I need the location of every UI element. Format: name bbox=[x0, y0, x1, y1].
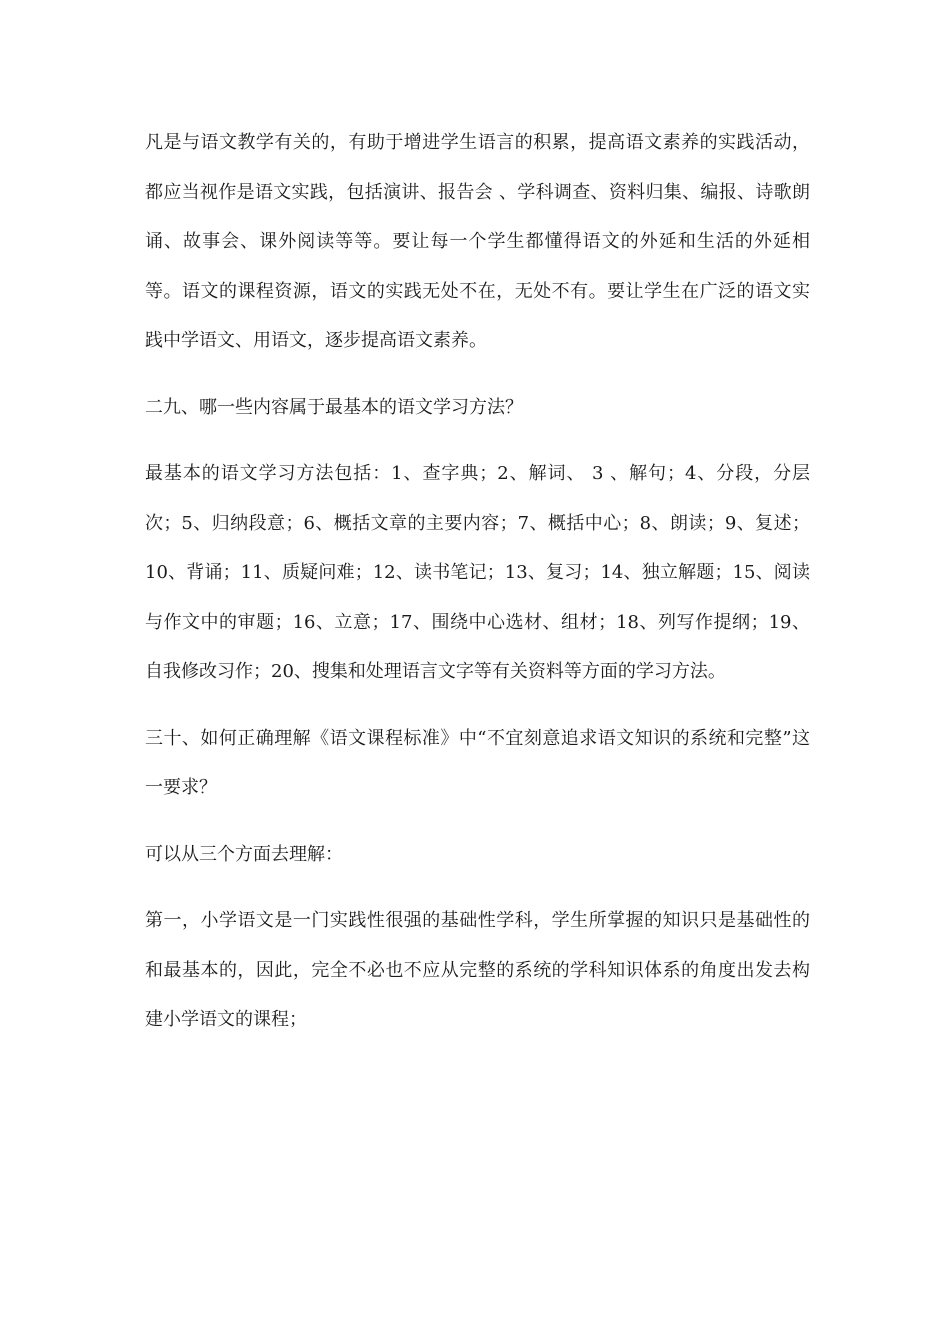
document-body bbox=[145, 118, 810, 1045]
paragraph-gap bbox=[145, 432, 810, 449]
paragraph-gap bbox=[145, 813, 810, 830]
paragraph-first-aspect: 第一，小学语文是一门实践性很强的基础性学科，学生所掌握的知识只是基础性的和最基本的，因此，完全不必也不应从完整的系统的学科知识体系的角度出发去构建小学语文的课程； bbox=[145, 910, 810, 1030]
paragraph-three-aspects: 可以从三个方面去理解： bbox=[145, 843, 343, 865]
question-29-heading: 二九、哪一些内容属于最基本的语文学习方法？ bbox=[145, 396, 523, 418]
paragraph-language-practice: 凡是与语文教学有关的，有助于增进学生语言的积累，提高语文素养的实践活动，都应当视作是语文实践，包括演讲、报告会 、学科调查、资料归集、编报、诗歌朗诵、故事会、课外阅读等等。要让每一个学生都懂得语文的外延和生活的外延相等。语文的课程资源，语文的实践无处不在，无处不有。要让学生在广泛的语文实践中学语文、用语文，逐步提高语文素养。 bbox=[145, 132, 810, 351]
paragraph-learning-methods: 最基本的语文学习方法包括：1、查字典；2、解词、 3 、解句；4、分段，分层次；5、归纳段意；6、概括文章的主要内容；7、概括中心；8、朗读；9、复述；10、背诵；11、质疑问难；12、读书笔记；13、复习；14、独立解题；15、阅读与作文中的审题；16、立意；17、围绕中心选材、组材；18、列写作提纲；19、自我修改习作；20、搜集和处理语言文字等有关资料等方面的学习方法。 bbox=[145, 463, 810, 682]
paragraph-gap bbox=[145, 366, 810, 383]
question-30-heading: 三十、如何正确理解《语文课程标准》中“不宜刻意追求语文知识的系统和完整”这一要求？ bbox=[145, 727, 810, 798]
paragraph-gap bbox=[145, 879, 810, 896]
paragraph-gap bbox=[145, 697, 810, 714]
